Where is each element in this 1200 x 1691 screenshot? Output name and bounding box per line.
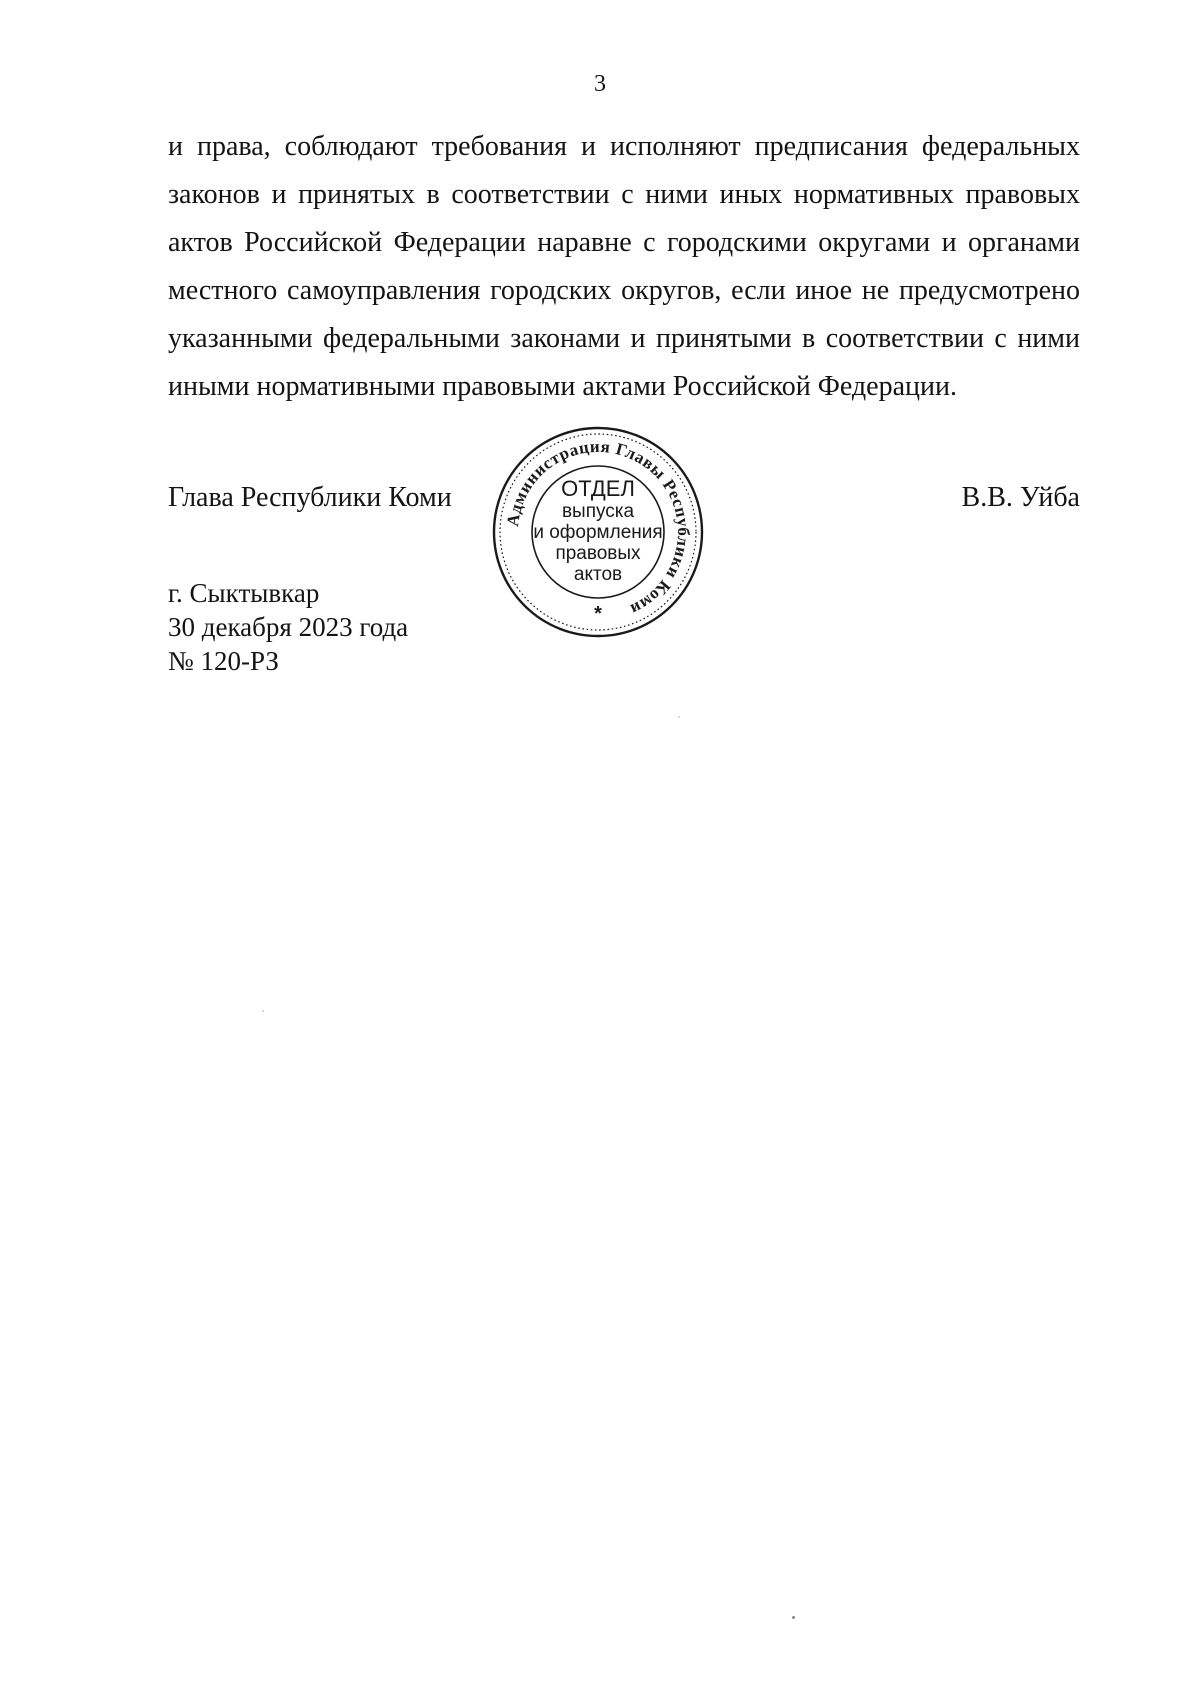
- body-line: и права, соблюдают требования и исполняют предписания федеральных: [168, 131, 1080, 162]
- page-number: 3: [594, 71, 606, 97]
- stamp-seal-icon: [486, 420, 710, 644]
- official-stamp: [486, 420, 710, 644]
- place-of-signing: г. Сыктывкар: [168, 578, 320, 608]
- law-number: № 120-РЗ: [168, 646, 279, 676]
- scan-speck: [678, 716, 680, 718]
- stamp-ring-text: Администрация Главы Республики Коми: [503, 436, 694, 620]
- stamp-center-line: и оформления: [533, 522, 663, 543]
- body-line: актов Российской Федерации наравне с городскими округами и органами: [168, 227, 1080, 258]
- body-line: указанными федеральными законами и принятыми в соответствии с ними: [168, 323, 1080, 354]
- body-paragraph: [168, 123, 1080, 411]
- stamp-center-line: актов: [573, 564, 623, 585]
- signatory-name: В.В. Уйба: [961, 482, 1080, 513]
- document-footer-details: [168, 576, 408, 678]
- body-line: законов и принятых в соответствии с ними иных нормативных правовых: [168, 179, 1080, 210]
- stamp-center-line: правовых: [555, 543, 641, 564]
- signatory-title: Глава Республики Коми: [168, 482, 452, 513]
- scan-speck: [262, 1010, 264, 1012]
- stamp-center-line: выпуска: [561, 501, 635, 522]
- scan-speck: [792, 1616, 795, 1619]
- signing-date: 30 декабря 2023 года: [168, 612, 409, 642]
- body-line: иными нормативными правовыми актами Российской Федерации.: [168, 371, 957, 402]
- stamp-center-line: ОТДЕЛ: [561, 476, 635, 501]
- stamp-star-icon: *: [594, 603, 602, 625]
- body-line: местного самоуправления городских округов, если иное не предусмотрено: [168, 275, 1080, 306]
